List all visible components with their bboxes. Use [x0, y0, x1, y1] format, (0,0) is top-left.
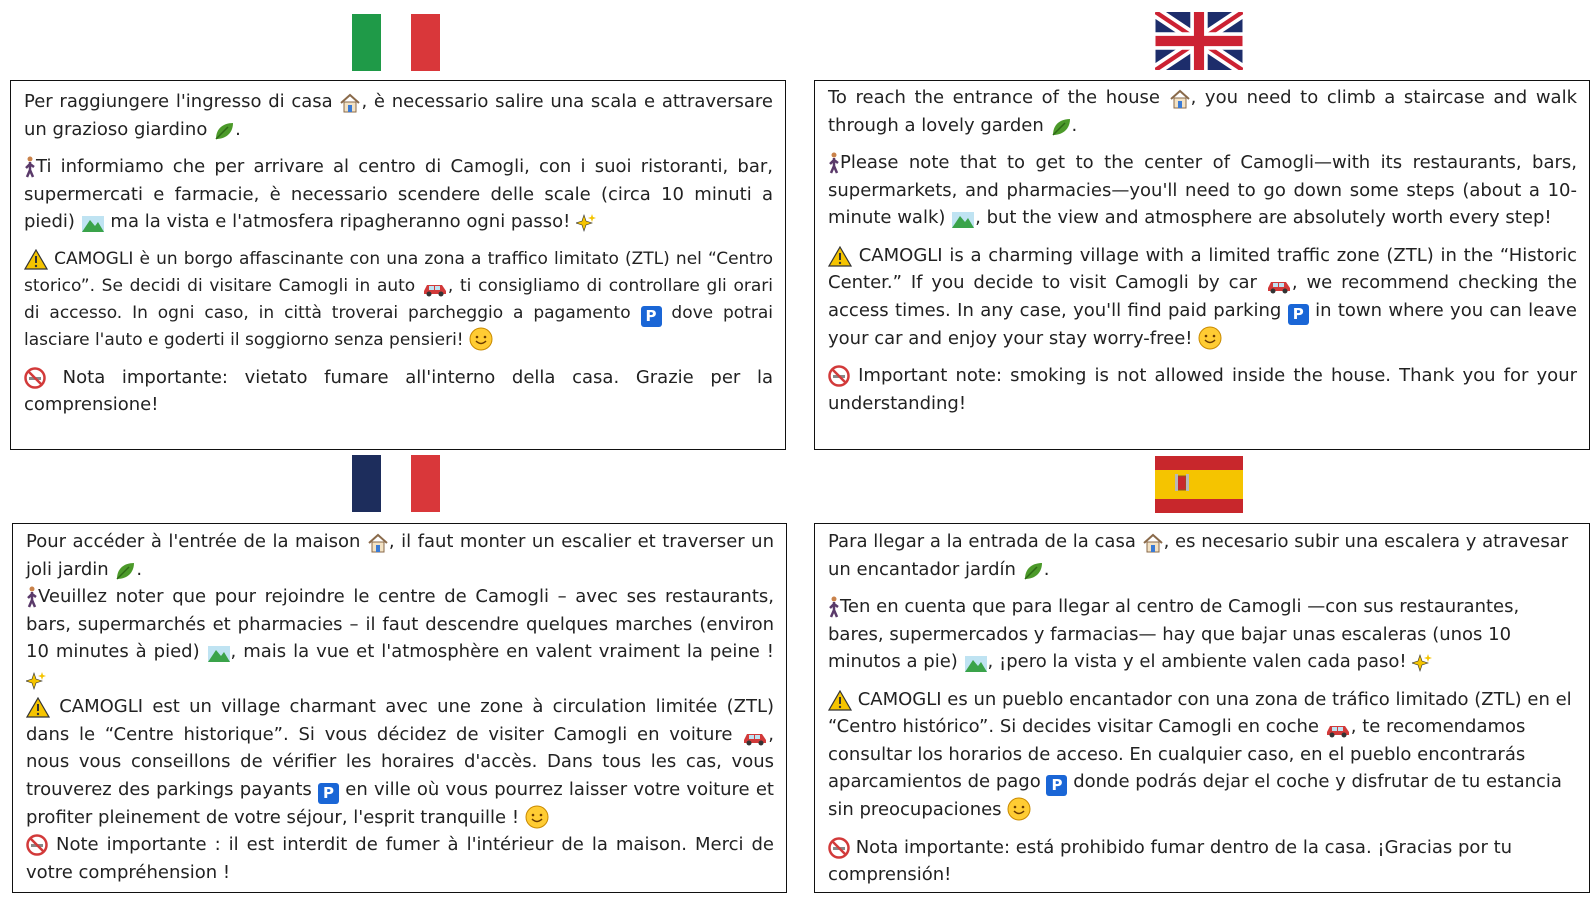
entrance-paragraph: Para llegar a la entrada de la casa , es necesario subir una escalera y atravesar un encantador jardín .	[828, 531, 1569, 580]
smile-icon	[1198, 326, 1222, 350]
smoking-paragraph: Important note: smoking is not allowed inside the house. Thank you for your understanding!	[828, 365, 1577, 414]
uk-flag-icon	[1155, 12, 1243, 70]
sparkles-icon	[576, 212, 596, 233]
leaf-icon	[1022, 560, 1044, 581]
person-walking-icon	[24, 156, 36, 178]
parking-icon: P	[1046, 775, 1067, 796]
car-icon	[1325, 717, 1351, 738]
smile-icon	[1007, 797, 1031, 821]
mountain-icon	[207, 642, 231, 663]
house-icon	[339, 92, 361, 113]
italian-flag-icon	[352, 14, 440, 71]
car-icon	[422, 276, 448, 297]
house-icon	[1142, 532, 1164, 553]
no-smoking-icon	[828, 365, 850, 387]
car-icon	[1266, 273, 1292, 294]
ztl-paragraph: CAMOGLI è un borgo affascinante con una zona a traffico limitato (ZTL) nel “Centro storico”. Se decidi di visitare Camogli in auto , ti consigliamo di controllare gli orari di accesso. In ogni caso, in città troverai parcheggio a pagamento P dove potrai lasciare l'auto e goderti il soggiorno senza pensieri!	[24, 248, 774, 350]
house-icon	[367, 532, 389, 553]
sparkles-icon	[26, 670, 46, 691]
mountain-icon	[951, 208, 975, 229]
entrance-paragraph: Per raggiungere l'ingresso di casa , è necessario salire una scala e attraversare un grazioso giardino .	[24, 91, 774, 140]
car-icon	[742, 725, 768, 746]
smile-icon	[469, 327, 493, 351]
french-info-box	[12, 523, 787, 893]
warning-icon	[828, 690, 852, 711]
ztl-paragraph: CAMOGLI is a charming village with a limited traffic zone (ZTL) in the “Historic Center.” If you decide to visit Camogli by car , we recommend checking the access times. In any case, you'll find paid parking P in town where you can leave your car and enjoy your stay worry-free!	[828, 244, 1577, 349]
smile-icon	[525, 805, 549, 829]
warning-icon	[828, 246, 852, 267]
warning-icon	[26, 697, 50, 718]
parking-icon: P	[318, 783, 339, 804]
person-walking-icon	[828, 152, 840, 174]
leaf-icon	[1050, 116, 1072, 137]
center-paragraph: Ten en cuenta que para llegar al centro de Camogli —con sus restaurantes, bares, supermercados y farmacias— hay que bajar unas escaleras (unos 10 minutos a pie) , ¡pero la vista y el ambiente valen cada paso!	[828, 596, 1520, 672]
parking-icon: P	[641, 306, 662, 327]
no-smoking-icon	[26, 834, 48, 856]
smoking-paragraph: Note importante : il est interdit de fumer à l'intérieur de la maison. Merci de votre compréhension !	[26, 834, 774, 883]
leaf-icon	[213, 120, 235, 141]
english-info-box	[814, 80, 1590, 450]
mountain-icon	[964, 652, 988, 673]
smoking-paragraph: Nota importante: está prohibido fumar dentro de la casa. ¡Gracias por tu comprensión!	[828, 836, 1513, 885]
no-smoking-icon	[24, 367, 46, 389]
parking-icon: P	[1288, 304, 1309, 325]
no-smoking-icon	[828, 837, 850, 859]
spanish-flag-icon	[1155, 456, 1243, 513]
ztl-paragraph: CAMOGLI est un village charmant avec une zone à circulation limitée (ZTL) dans le “Centre historique”. Si vous décidez de visiter Camogli en voiture , nous vous conseillons de vérifier les horaires d'accès. Dans tous les cas, vous trouverez des parkings payants P en ville où vous pourrez laisser votre voiture et profiter pleinement de votre séjour, l'esprit tranquille !	[26, 696, 774, 828]
entrance-paragraph: To reach the entrance of the house , you need to climb a staircase and walk through a lovely garden .	[828, 87, 1577, 136]
center-paragraph: Please note that to get to the center of Camogli—with its restaurants, bars, supermarkets, and pharmacies—you'll need to go down some steps (about a 10-minute walk) , but the view and atmosphere are absolutely worth every step!	[828, 152, 1577, 228]
leaf-icon	[114, 560, 136, 581]
mountain-icon	[81, 212, 105, 233]
house-icon	[1169, 88, 1191, 109]
smoking-paragraph: Nota importante: vietato fumare all'interno della casa. Grazie per la comprensione!	[24, 366, 773, 415]
french-flag-icon	[352, 455, 440, 512]
entrance-paragraph: Pour accéder à l'entrée de la maison , il faut monter un escalier et traverser un joli jardin .	[26, 531, 774, 580]
person-walking-icon	[828, 596, 840, 618]
sparkles-icon	[1412, 652, 1432, 673]
center-paragraph: Ti informiamo che per arrivare al centro di Camogli, con i suoi ristoranti, bar, supermercati e farmacie, è necessario scendere delle scale (circa 10 minuti a piedi) ma la vista e l'atmosfera ripagheranno ogni passo!	[24, 156, 773, 232]
warning-icon	[24, 249, 48, 270]
center-paragraph: Veuillez noter que pour rejoindre le centre de Camogli – avec ses restaurants, bars, supermarchés et pharmacies – il faut descendre quelques marches (environ 10 minutes à pied) , mais la vue et l'atmosphère en valent vraiment la peine !	[26, 583, 774, 693]
spanish-info-box	[814, 523, 1590, 893]
italian-info-box	[10, 80, 786, 450]
person-walking-icon	[26, 586, 38, 608]
ztl-paragraph: CAMOGLI es un pueblo encantador con una zona de tráfico limitado (ZTL) en el “Centro histórico”. Si decides visitar Camogli en coche , te recomendamos consultar los horarios de acceso. En cualquier caso, en el pueblo encontrarás aparcamientos de pago P donde podrás dejar el coche y disfrutar de tu estancia sin preocupaciones	[828, 688, 1572, 820]
